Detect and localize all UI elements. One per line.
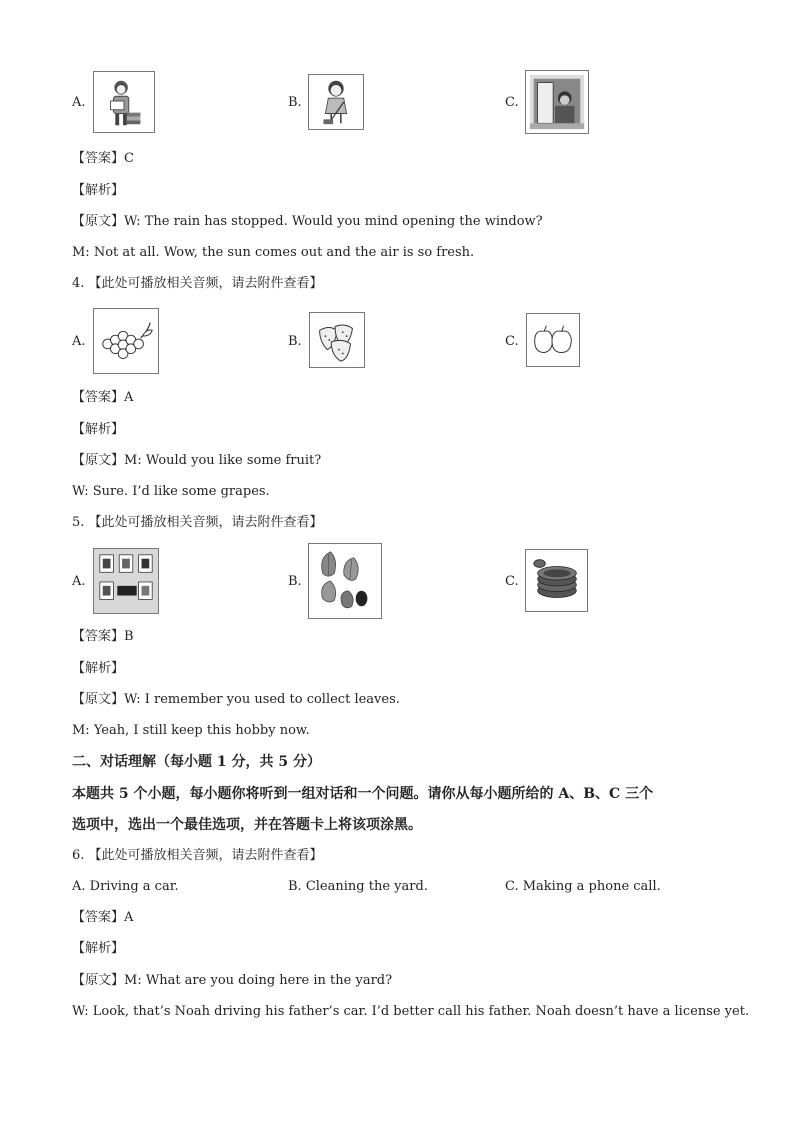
- q5-answer: 【答案】B: [72, 629, 134, 644]
- apples-picture: [526, 313, 580, 367]
- leaves-picture: [308, 543, 382, 619]
- q3-script-line-2: M: Not at all. Wow, the sun comes out and the air is so fresh.: [72, 245, 475, 260]
- q5-script-line-2: M: Yeah, I still keep this hobby now.: [72, 723, 310, 738]
- q5-script-line-1: 【原文】W: I remember you used to collect leaves.: [72, 692, 400, 707]
- q3-analysis: 【解析】: [72, 183, 125, 198]
- option-b-label: B.: [288, 574, 302, 589]
- girl-sweeping-picture: [308, 74, 364, 130]
- section-title: 二、对话理解（每小题 1 分，共 5 分）: [72, 754, 321, 770]
- q6-answer: 【答案】A: [72, 910, 134, 925]
- option-c-label: C.: [505, 574, 519, 589]
- q3-answer: 【答案】C: [72, 151, 134, 166]
- strawberries-picture: [309, 312, 365, 368]
- option-a-label: A.: [72, 574, 86, 589]
- option-b-label: B.: [288, 95, 302, 110]
- woman-opening-window-picture: [525, 70, 589, 134]
- section-instructions-2: 选项中，选出一个最佳选项，并在答题卡上将该项涂黑。: [72, 817, 422, 833]
- q4-answer: 【答案】A: [72, 390, 134, 405]
- q6-option-b: B. Cleaning the yard.: [288, 879, 428, 894]
- q4-script-line-1: 【原文】M: Would you like some fruit?: [72, 453, 322, 468]
- q4-heading: 4. 【此处可播放相关音频，请去附件查看】: [72, 276, 323, 291]
- option-c-label: C.: [505, 95, 519, 110]
- q4-analysis: 【解析】: [72, 422, 125, 437]
- q6-analysis: 【解析】: [72, 941, 125, 956]
- q6-option-c: C. Making a phone call.: [505, 879, 661, 894]
- q5-analysis: 【解析】: [72, 661, 125, 676]
- q6-heading: 6. 【此处可播放相关音频，请去附件查看】: [72, 848, 323, 863]
- stamps-picture: [93, 548, 159, 614]
- grapes-picture: [93, 308, 159, 374]
- q6-script-line-1: 【原文】M: What are you doing here in the yard?: [72, 973, 393, 988]
- q3-script-line-1: 【原文】W: The rain has stopped. Would you mind opening the window?: [72, 214, 543, 229]
- girl-reading-picture: [93, 71, 155, 133]
- coins-picture: [525, 549, 588, 612]
- q5-heading: 5. 【此处可播放相关音频，请去附件查看】: [72, 515, 323, 530]
- option-a-label: A.: [72, 95, 86, 110]
- q6-option-a: A. Driving a car.: [72, 879, 179, 894]
- option-c-label: C.: [505, 334, 519, 349]
- q4-script-line-2: W: Sure. I’d like some grapes.: [72, 484, 270, 499]
- q6-script-line-2: W: Look, that’s Noah driving his father’s car. I’d better call his father. Noah doesn’t have a license yet.: [72, 1004, 750, 1019]
- option-b-label: B.: [288, 334, 302, 349]
- option-a-label: A.: [72, 334, 86, 349]
- section-instructions-1: 本题共 5 个小题，每小题你将听到一组对话和一个问题。请你从每小题所给的 A、B、C 三个: [72, 786, 654, 802]
